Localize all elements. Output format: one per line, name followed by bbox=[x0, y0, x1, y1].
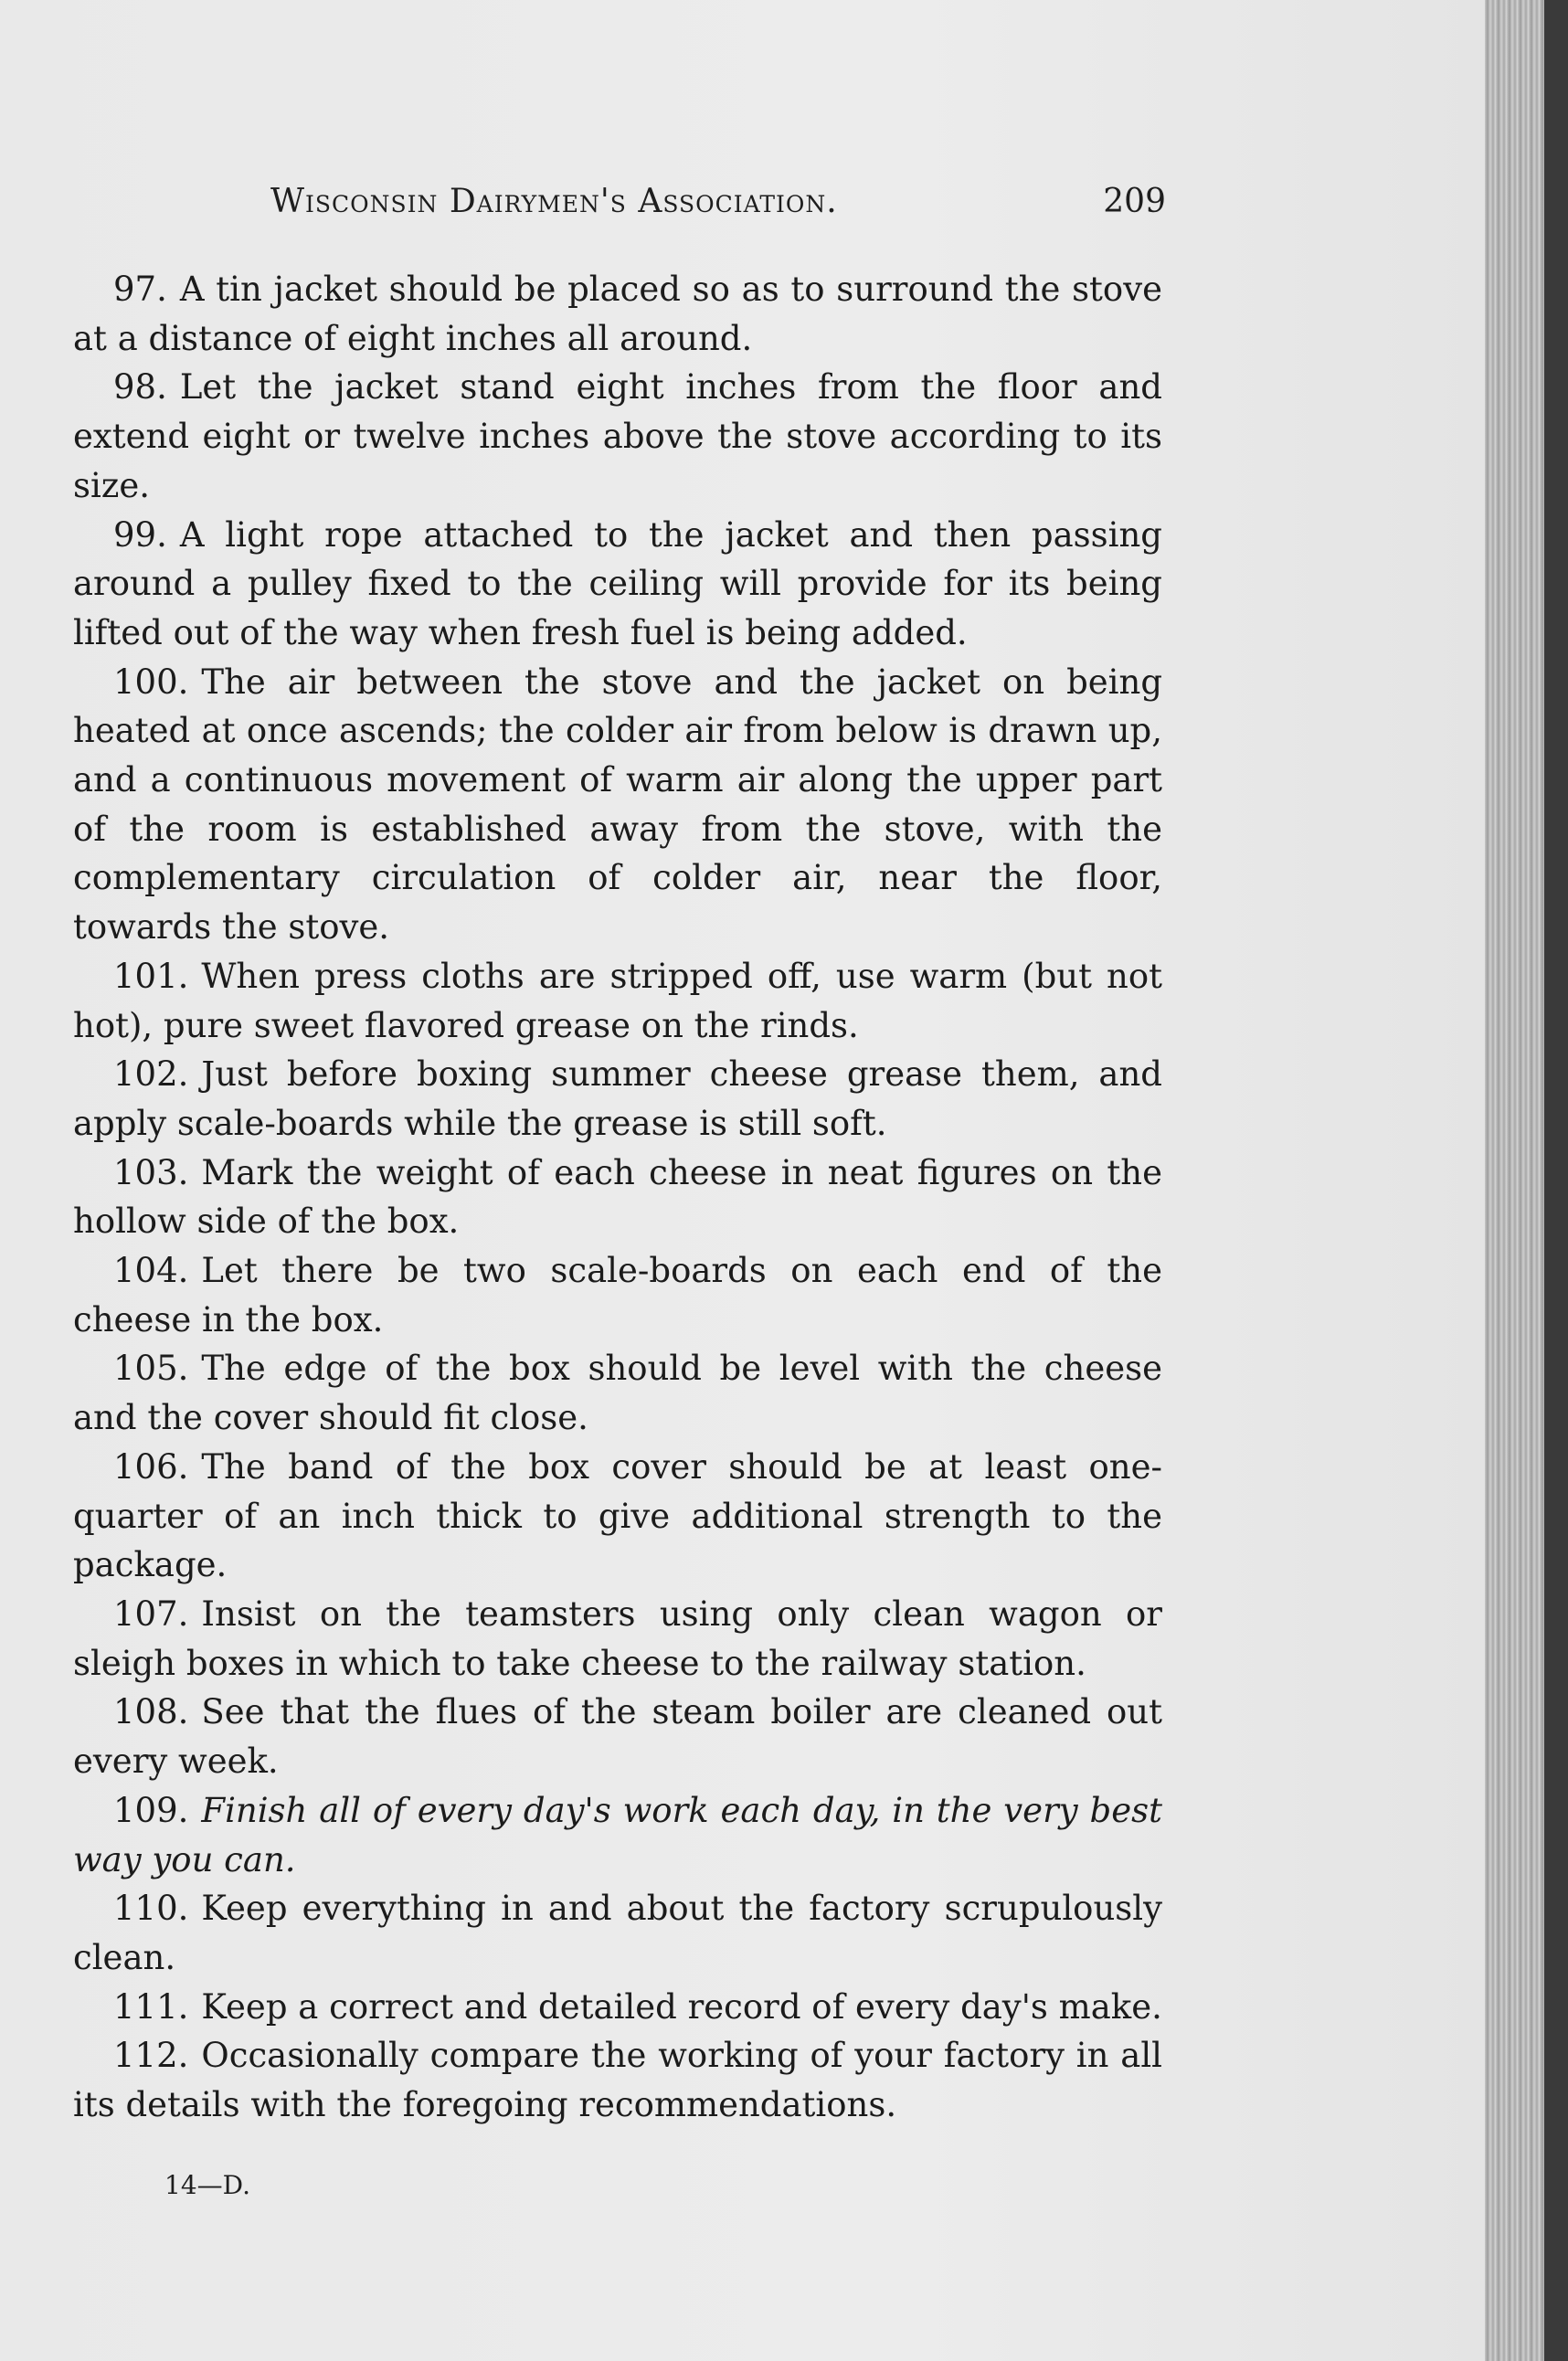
paragraph-number: 101. bbox=[113, 956, 189, 996]
paragraph bbox=[73, 1983, 1162, 2032]
paragraph-text: Keep a correct and detailed record of every day's make. bbox=[201, 1986, 1162, 2027]
paragraph-text: Just before boxing summer cheese grease them, and apply scale-boards while the grease is still soft. bbox=[73, 1054, 1162, 1143]
paragraph-text: The edge of the box should be level with the cheese and the cover should fit close. bbox=[73, 1349, 1162, 1438]
paragraph-text: Occasionally compare the working of your factory in all its details with the foregoing recommendations. bbox=[73, 2036, 1162, 2125]
paragraph bbox=[73, 1786, 1162, 1884]
paragraph bbox=[73, 658, 1162, 952]
paragraph-text: Mark the weight of each cheese in neat figures on the hollow side of the box. bbox=[73, 1152, 1162, 1242]
paragraph-number: 103. bbox=[113, 1152, 189, 1192]
paragraph-number: 97. bbox=[113, 270, 167, 309]
paragraph-text: Insist on the teamsters using only clean wagon or sleigh boxes in which to take cheese to the railway station. bbox=[73, 1593, 1162, 1683]
paragraph-number: 99. bbox=[113, 514, 167, 555]
paragraph-number: 98. bbox=[113, 367, 167, 408]
paragraph-number: 110. bbox=[113, 1889, 189, 1929]
paragraph bbox=[73, 952, 1162, 1050]
paragraph bbox=[73, 1246, 1162, 1344]
paragraph-number: 112. bbox=[113, 2036, 189, 2076]
paragraph bbox=[73, 1149, 1162, 1246]
signature-mark: 14—D. bbox=[164, 2170, 250, 2200]
paragraph bbox=[73, 1344, 1162, 1442]
paragraph bbox=[73, 1443, 1162, 1590]
paragraph-number: 107. bbox=[113, 1593, 189, 1634]
running-header bbox=[270, 183, 1166, 238]
paragraph-number: 104. bbox=[113, 1251, 189, 1291]
paragraph-text: Keep everything in and about the factory scrupulously clean. bbox=[73, 1889, 1162, 1977]
paragraph-number: 102. bbox=[113, 1054, 189, 1095]
paragraph-text: See that the flues of the steam boiler are cleaned out every week. bbox=[73, 1692, 1162, 1782]
paragraph bbox=[73, 1688, 1162, 1785]
paragraph bbox=[73, 1884, 1162, 1982]
paragraph-number: 108. bbox=[113, 1692, 189, 1732]
running-title: Wisconsin Dairymen's Association. bbox=[270, 183, 838, 220]
paragraph-text: The band of the box cover should be at least one-quarter of an inch thick to give additional strength to the package. bbox=[73, 1446, 1162, 1585]
paragraph-number: 106. bbox=[113, 1446, 189, 1487]
paragraph-text: The air between the stove and the jacket on being heated at once ascends; the colder air from below is drawn up, and a continuous movement of warm air along the upper part of the room is established away from the stove, with the complementary circulation of colder air, near the floor, towards the stove. bbox=[73, 662, 1162, 948]
paragraph bbox=[73, 363, 1162, 510]
paragraph-number: 111. bbox=[113, 1986, 189, 2027]
paragraph-text: Let there be two scale-boards on each end of the cheese in the box. bbox=[73, 1251, 1162, 1339]
binding-shadow bbox=[1544, 0, 1568, 2361]
body-text bbox=[73, 265, 1162, 2130]
paragraph-text: When press cloths are stripped off, use warm (but not hot), pure sweet flavored grease on the rinds. bbox=[73, 956, 1162, 1045]
paragraph-text: Let the jacket stand eight inches from the floor and extend eight or twelve inches above the stove according to its size. bbox=[73, 367, 1162, 505]
paragraph bbox=[73, 511, 1162, 658]
paragraph-number: 100. bbox=[113, 662, 189, 702]
paragraph-text: A light rope attached to the jacket and then passing around a pulley fixed to the ceiling will provide for its being lifted out of the way when fresh fuel is being added. bbox=[73, 514, 1162, 652]
paragraph-text: Finish all of every day's work each day, in the very best way you can. bbox=[73, 1790, 1162, 1879]
paragraph bbox=[73, 265, 1162, 363]
paragraph bbox=[73, 1050, 1162, 1148]
paragraph-number: 109. bbox=[113, 1790, 189, 1830]
paragraph-text: A tin jacket should be placed so as to surround the stove at a distance of eight inches all around. bbox=[73, 270, 1162, 358]
paragraph bbox=[73, 2031, 1162, 2129]
paragraph-number: 105. bbox=[113, 1349, 189, 1389]
page-number: 209 bbox=[1103, 183, 1166, 220]
paragraph bbox=[73, 1590, 1162, 1688]
